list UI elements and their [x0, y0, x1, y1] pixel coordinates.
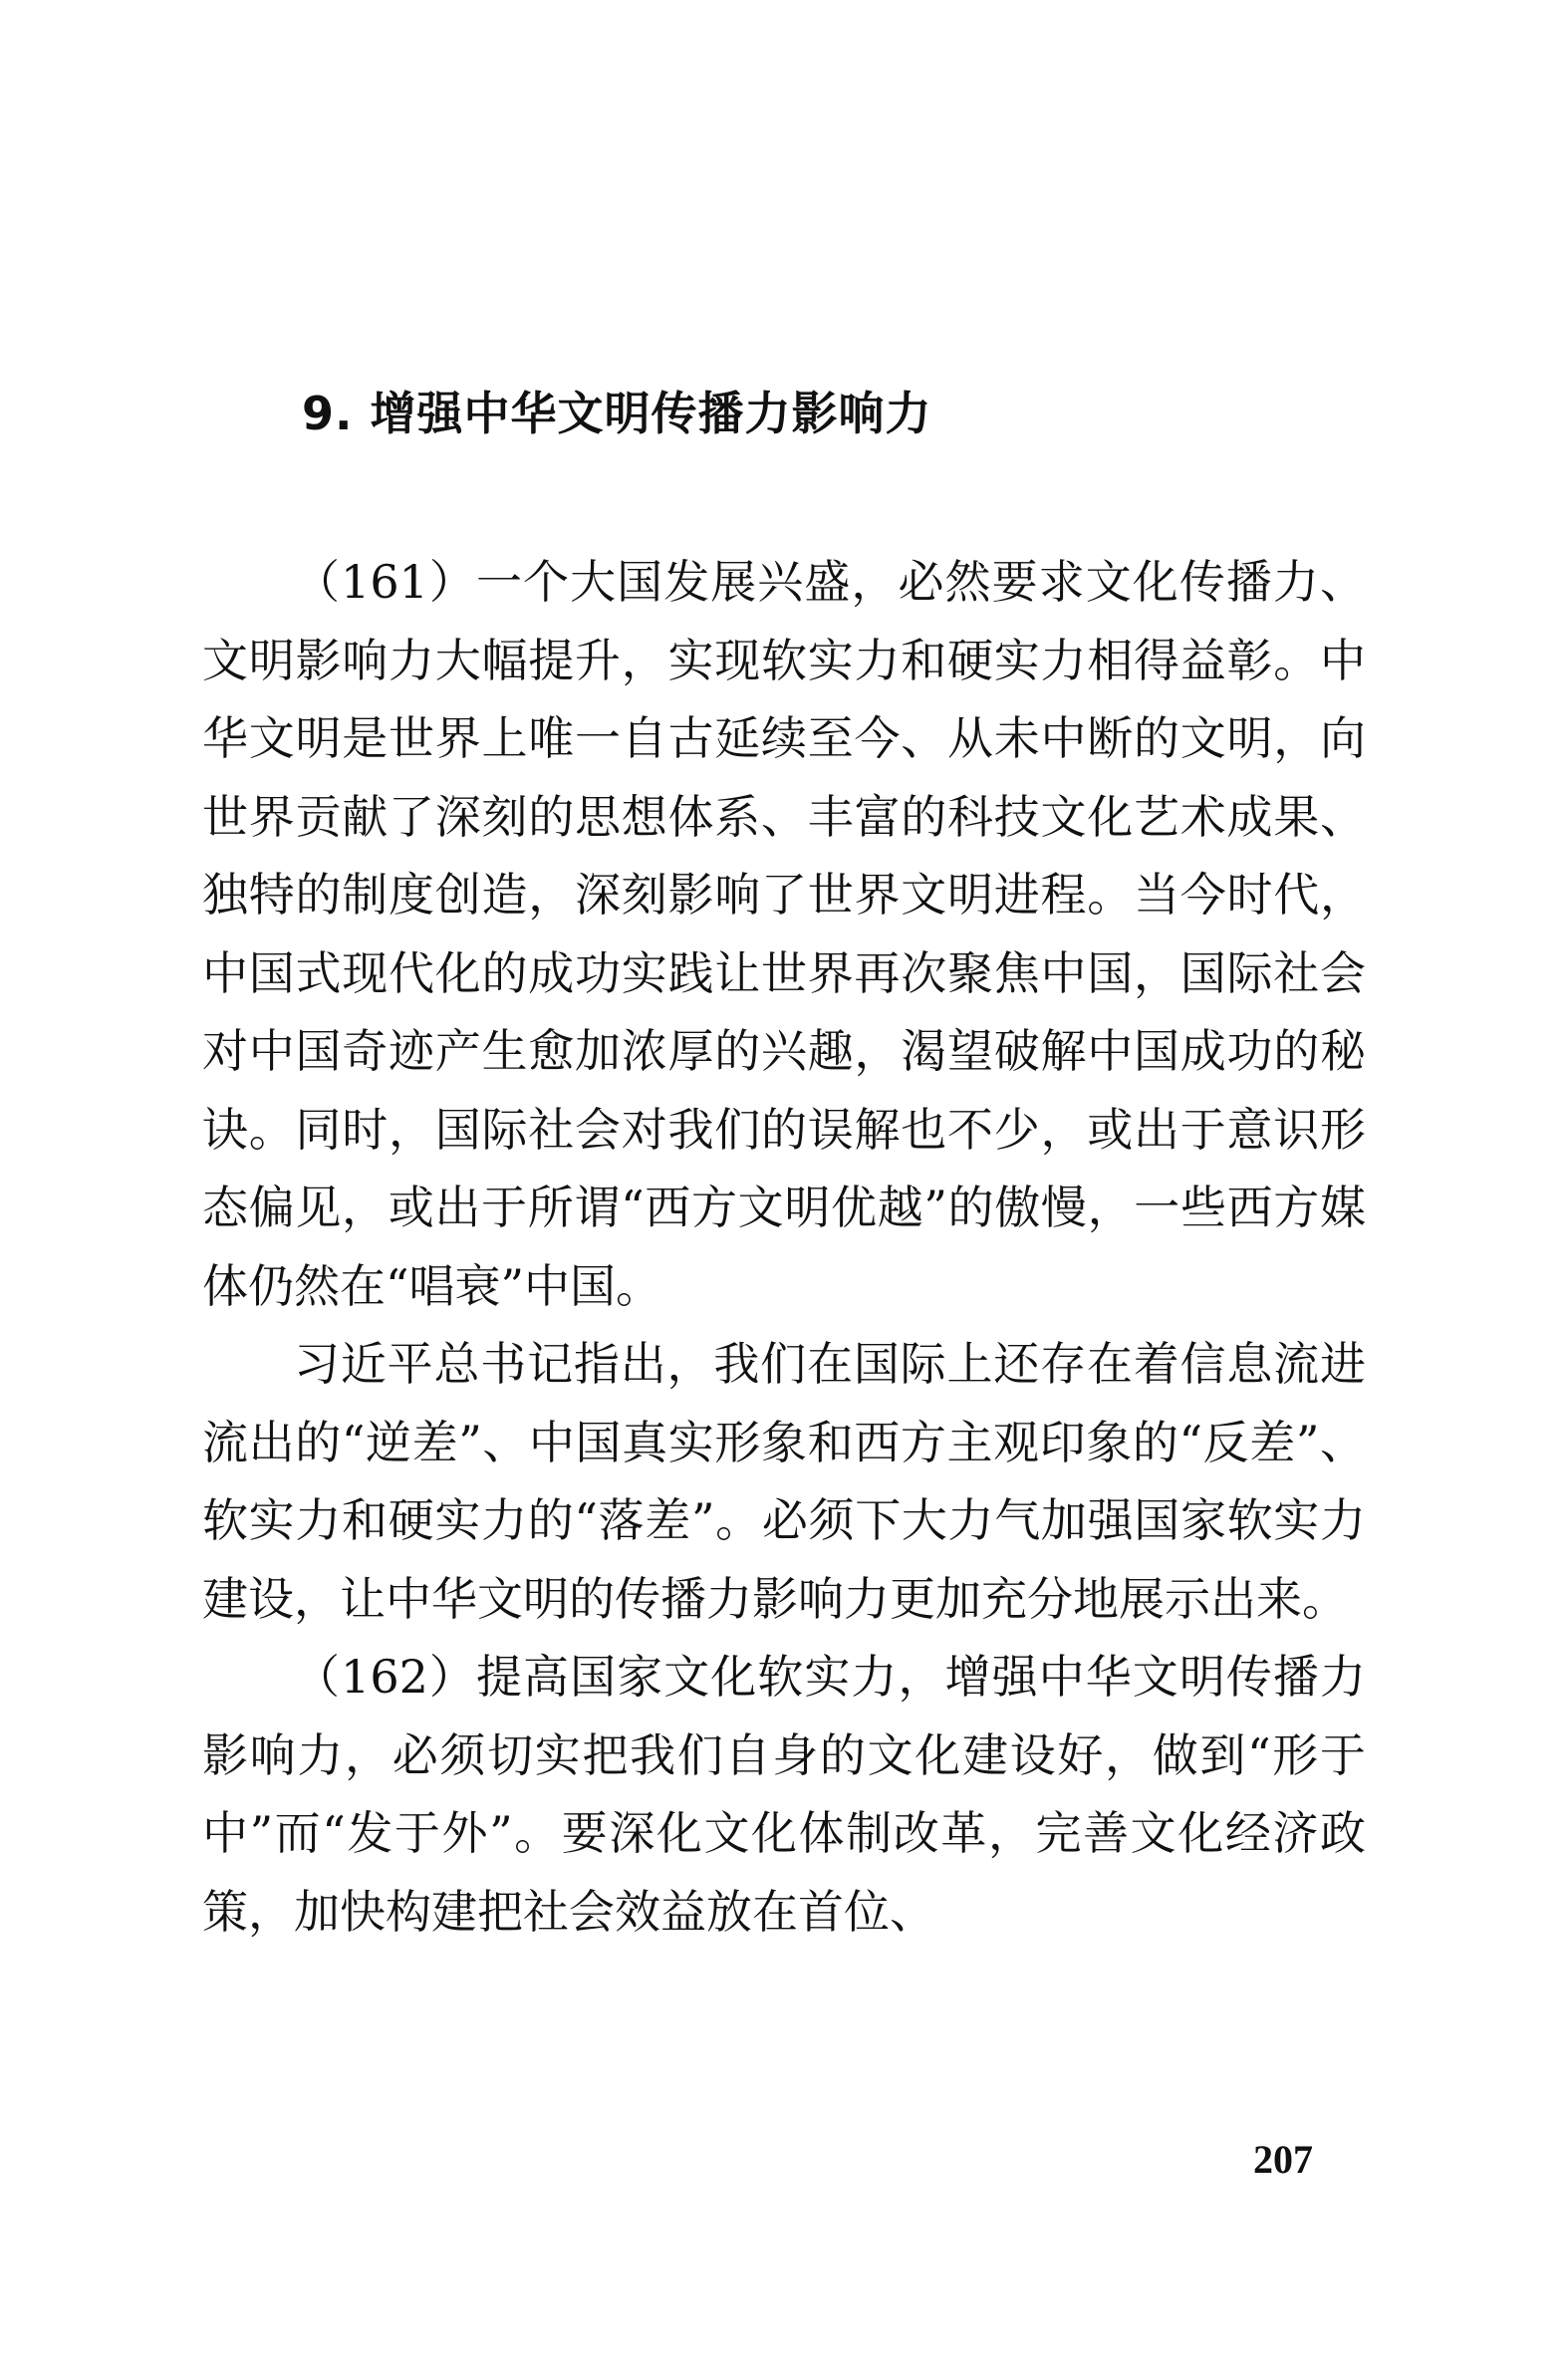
page-number: 207 — [1253, 2137, 1313, 2182]
paragraph-161: （161）一个大国发展兴盛，必然要求文化传播力、文明影响力大幅提升，实现软实力和硬实力相得益彰。中华文明是世界上唯一自古延续至今、从未中断的文明，向世界贡献了深刻的思想体系、丰富的科技文化艺术成果、独特的制度创造，深刻影响了世界文明进程。当今时代，中国式现代化的成功实践让世界再次聚焦中国，国际社会对中国奇迹产生愈加浓厚的兴趣，渴望破解中国成功的秘诀。同时，国际社会对我们的误解也不少，或出于意识形态偏见，或出于所谓“西方文明优越”的傲慢，一些西方媒体仍然在“唱衰”中国。 — [202, 555, 1366, 1313]
body-text — [202, 543, 1366, 1951]
section-title: 9. 增强中华文明传播力影响力 — [302, 387, 932, 440]
paragraph-xi-quote: 习近平总书记指出，我们在国际上还存在着信息流进流出的“逆差”、中国真实形象和西方主观印象的“反差”、软实力和硬实力的“落差”。必须下大力气加强国家软实力建设，让中华文明的传播力影响力更加充分地展示出来。 — [202, 1337, 1366, 1626]
paragraph-162: （162）提高国家文化软实力，增强中华文明传播力影响力，必须切实把我们自身的文化建设好，做到“形于中”而“发于外”。要深化文化体制改革，完善文化经济政策，加快构建把社会效益放在首位、 — [202, 1650, 1366, 1939]
